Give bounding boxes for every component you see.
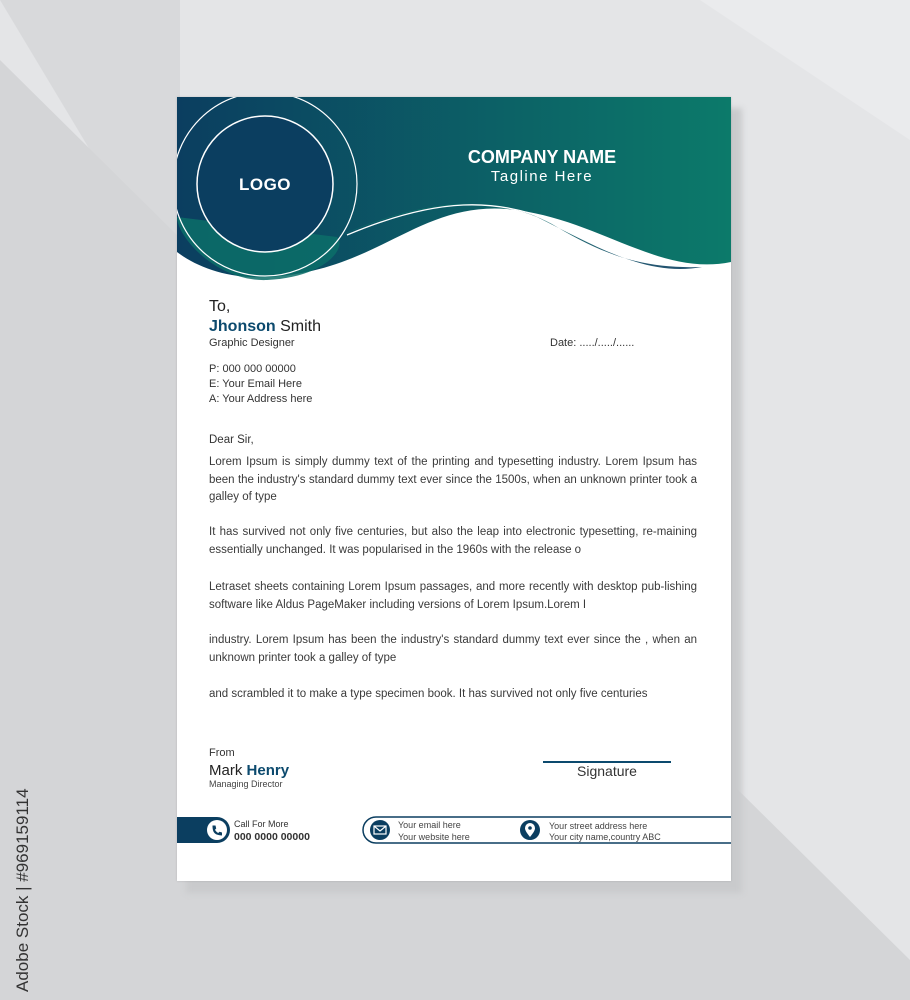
call-number: 000 0000 00000: [234, 831, 310, 843]
mail-icon: [370, 820, 390, 840]
signature-label: Signature: [577, 763, 637, 779]
footer-street: Your street address here: [549, 821, 648, 831]
sender-name: [209, 762, 289, 779]
body-paragraph: It has survived not only five centuries, but also the leap into electronic typesetting, re-maining essentially unchanged. It was popularised in the 1960s with the release o: [209, 526, 697, 556]
watermark-text: Adobe Stock | #969159114: [13, 788, 32, 992]
recipient-first-name: Jhonson: [209, 318, 276, 335]
sender-last-name: Henry: [246, 762, 290, 779]
sender-role: Managing Director: [209, 779, 283, 789]
call-label: Call For More: [234, 819, 289, 829]
body-paragraph: industry. Lorem Ipsum has been the industry's standard dummy text ever since the , when an unknown printer took a galley of type: [209, 634, 697, 664]
recipient-role: Graphic Designer: [209, 337, 295, 349]
footer-email: Your email here: [398, 820, 461, 830]
recipient-last-name: Smith: [275, 318, 322, 335]
date-field: Date: ...../...../......: [550, 337, 635, 349]
body-paragraph: Lorem Ipsum is simply dummy text of the printing and typesetting industry. Lorem Ipsum has been the industry's standard dummy text ever since the 1500s, when an unknown printer took a galley of type: [209, 456, 697, 503]
recipient-email: E: Your Email Here: [209, 378, 302, 390]
from-label: From: [209, 747, 235, 759]
recipient-address: A: Your Address here: [209, 393, 313, 405]
recipient-phone: P: 000 000 00000: [209, 363, 296, 375]
phone-icon: [207, 820, 227, 840]
recipient-name: [209, 318, 321, 336]
letterhead-sheet: [177, 97, 731, 881]
location-pin-icon: [520, 820, 540, 840]
to-label: To,: [209, 298, 231, 315]
stock-watermark: [6, 770, 36, 995]
footer-city: Your city name,country ABC: [549, 832, 661, 842]
company-tagline: Tagline Here: [490, 168, 594, 185]
body-paragraph: and scrambled it to make a type specimen book. It has survived not only five centuries: [209, 688, 648, 700]
company-name: COMPANY NAME: [467, 147, 617, 167]
logo-label: LOGO: [238, 175, 292, 194]
footer-website: Your website here: [398, 832, 470, 842]
sender-first-name: Mark: [209, 762, 243, 779]
greeting: Dear Sir,: [209, 434, 254, 446]
body-paragraph: Letraset sheets containing Lorem Ipsum passages, and more recently with desktop pub-lishing software like Aldus PageMaker including versions of Lorem Ipsum.Lorem I: [209, 581, 697, 611]
